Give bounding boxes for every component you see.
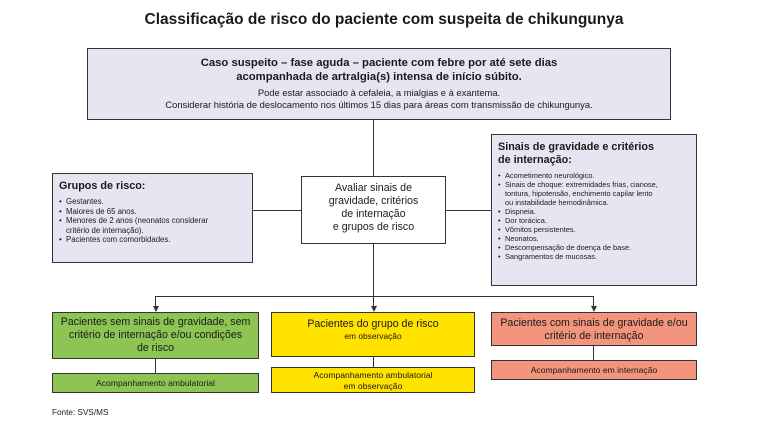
outcome-yellow-line-1: Pacientes do grupo de risco [307, 318, 439, 330]
evaluate-line-4: e grupos de risco [332, 221, 415, 233]
outcome-yellow-line-2: em observação [344, 331, 402, 341]
outcome-severity-box [491, 312, 697, 346]
list-item: • Acometimento neurológico. [498, 171, 696, 180]
list-item: • Sinais de choque: extremidades frias, cianose, [498, 180, 696, 189]
outcome-green-line-1: Pacientes sem sinais de gravidade, sem [60, 316, 251, 328]
suspected-case-line-1: Caso suspeito – fase aguda – paciente com febre por até sete dias [200, 57, 558, 69]
follow-up-ambulatory-box: Acompanhamento ambulatorial [52, 373, 259, 393]
suspected-case-box [87, 48, 671, 120]
suspected-case-note-2: Considerar história de deslocamento nos últimos 15 dias para áreas com transmissão de chikungunya. [165, 98, 593, 110]
connector-line [373, 357, 374, 367]
list-item: • Maiores de 65 anos. [59, 207, 252, 217]
outcome-salmon-line-1: Pacientes com sinais de gravidade e/ou [500, 317, 688, 329]
list-item: • Pacientes com comorbidades. [59, 235, 252, 245]
follow-up-observation-box [271, 367, 475, 393]
connector-line [253, 210, 301, 211]
follow-yellow-line-1: Acompanhamento ambulatorial [313, 370, 433, 380]
outcome-risk-group-box [271, 312, 475, 357]
list-item: • Descompensação de doença de base. [498, 243, 696, 252]
evaluate-line-3: de internação [341, 208, 406, 220]
outcome-salmon-line-2: critério de internação [544, 330, 644, 342]
list-item: • Dor torácica. [498, 216, 696, 225]
outcome-green-line-2: critério de internação e/ou condições [68, 329, 243, 341]
connector-line [155, 296, 593, 297]
follow-up-hospitalization-box: Acompanhamento em internação [491, 360, 697, 380]
list-item: • Menores de 2 anos (neonatos considerar [59, 216, 252, 226]
connector-line [593, 346, 594, 360]
severity-signs-heading-2: de internação: [498, 154, 572, 166]
follow-yellow-line-2: em observação [343, 381, 403, 391]
source-note: Fonte: SVS/MS [52, 408, 109, 417]
connector-line [446, 210, 491, 211]
severity-signs-box [491, 134, 697, 286]
suspected-case-note-1: Pode estar associado à cefaleia, a mialgias e à exantema. [257, 87, 501, 98]
risk-groups-heading: Grupos de risco: [59, 180, 146, 192]
evaluate-line-2: gravidade, critérios [328, 195, 419, 207]
list-item: • Vômitos persistentes. [498, 225, 696, 234]
list-item-continuation: tontura, hipotensão, enchimento capilar lento [505, 189, 653, 198]
connector-line [373, 244, 374, 296]
risk-groups-box [52, 173, 253, 263]
suspected-case-line-2: acompanhada de artralgia(s) intensa de início súbito. [236, 71, 522, 83]
severity-signs-list [498, 171, 696, 261]
list-item: • Dispneia. [498, 207, 696, 216]
outcome-no-severity-box [52, 312, 259, 359]
connector-line [373, 120, 374, 176]
risk-groups-list [59, 197, 252, 245]
diagram-title: Classificação de risco do paciente com suspeita de chikungunya [144, 11, 624, 28]
evaluate-line-1: Avaliar sinais de [335, 182, 412, 194]
list-item: • Gestantes. [59, 197, 252, 207]
list-item-continuation: ou instabilidade hemodinâmica. [505, 198, 609, 207]
list-item: • Neonatos. [498, 234, 696, 243]
connector-line [155, 359, 156, 373]
list-item: • Sangramentos de mucosas. [498, 252, 696, 261]
outcome-green-line-3: de risco [136, 342, 175, 354]
evaluate-box [301, 176, 446, 244]
severity-signs-heading-1: Sinais de gravidade e critérios [498, 141, 655, 153]
list-item-continuation: critério de internação). [66, 225, 144, 235]
